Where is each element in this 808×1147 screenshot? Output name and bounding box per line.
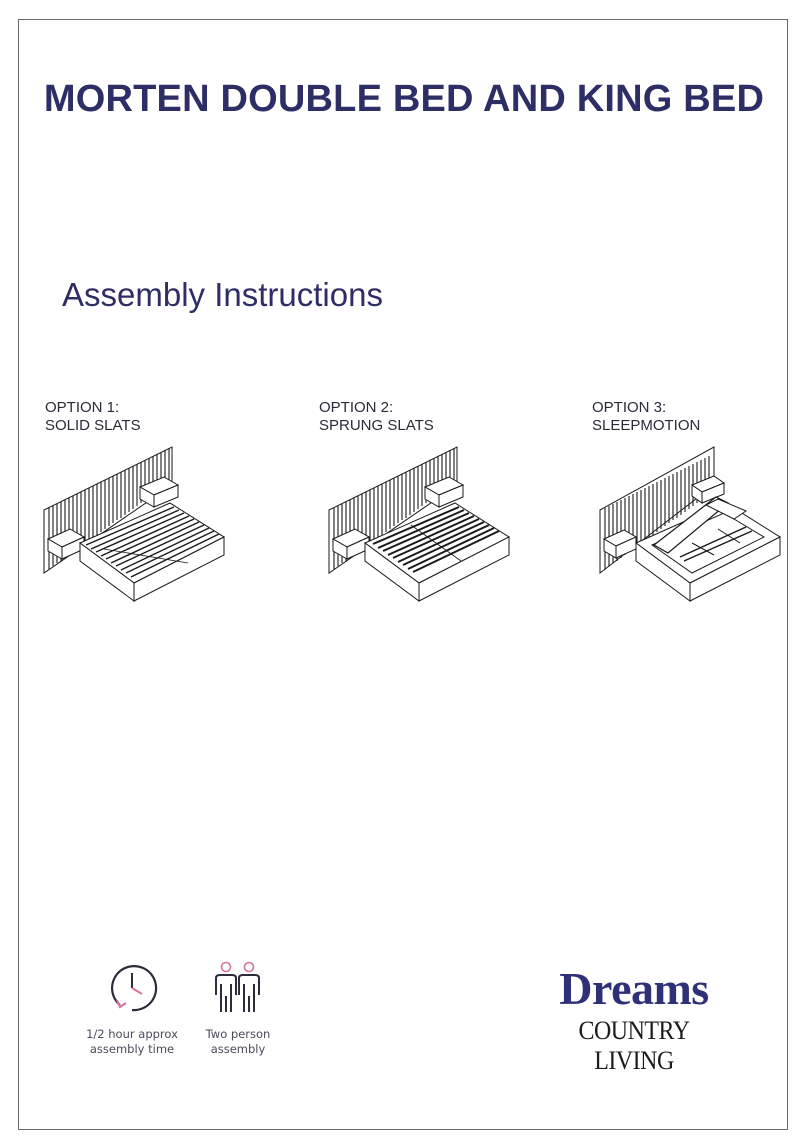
option-3-label (592, 399, 700, 435)
assembly-time-caption (80, 1027, 184, 1057)
option-1-number: OPTION 1: (45, 399, 120, 416)
country-living-logo: COUNTRY LIVING (578, 1016, 690, 1075)
option-1-name: SOLID SLATS (45, 417, 141, 434)
document-subtitle: Assembly Instructions (62, 276, 383, 313)
option-2-number: OPTION 2: (319, 399, 394, 416)
clock-icon (104, 960, 160, 1016)
two-person-line1: Two person (205, 1027, 271, 1041)
document-title: MORTEN DOUBLE BED AND KING BED (43, 78, 765, 120)
two-person-icon (210, 960, 268, 1018)
bed-sleepmotion-illustration (596, 445, 786, 620)
two-person-line2: assembly (210, 1042, 266, 1056)
option-3-number: OPTION 3: (592, 399, 667, 416)
two-person-caption (190, 1027, 286, 1057)
option-2-name: SPRUNG SLATS (319, 417, 434, 434)
option-1-label (45, 399, 141, 435)
bed-solid-slats-illustration (40, 445, 230, 620)
option-3-name: SLEEPMOTION (592, 417, 701, 434)
bed-sprung-slats-illustration (325, 445, 515, 620)
dreams-logo: Dreams (559, 963, 709, 1014)
assembly-time-line2: assembly time (89, 1042, 175, 1056)
assembly-time-line1: 1/2 hour approx (86, 1027, 178, 1041)
option-2-label (319, 399, 434, 435)
